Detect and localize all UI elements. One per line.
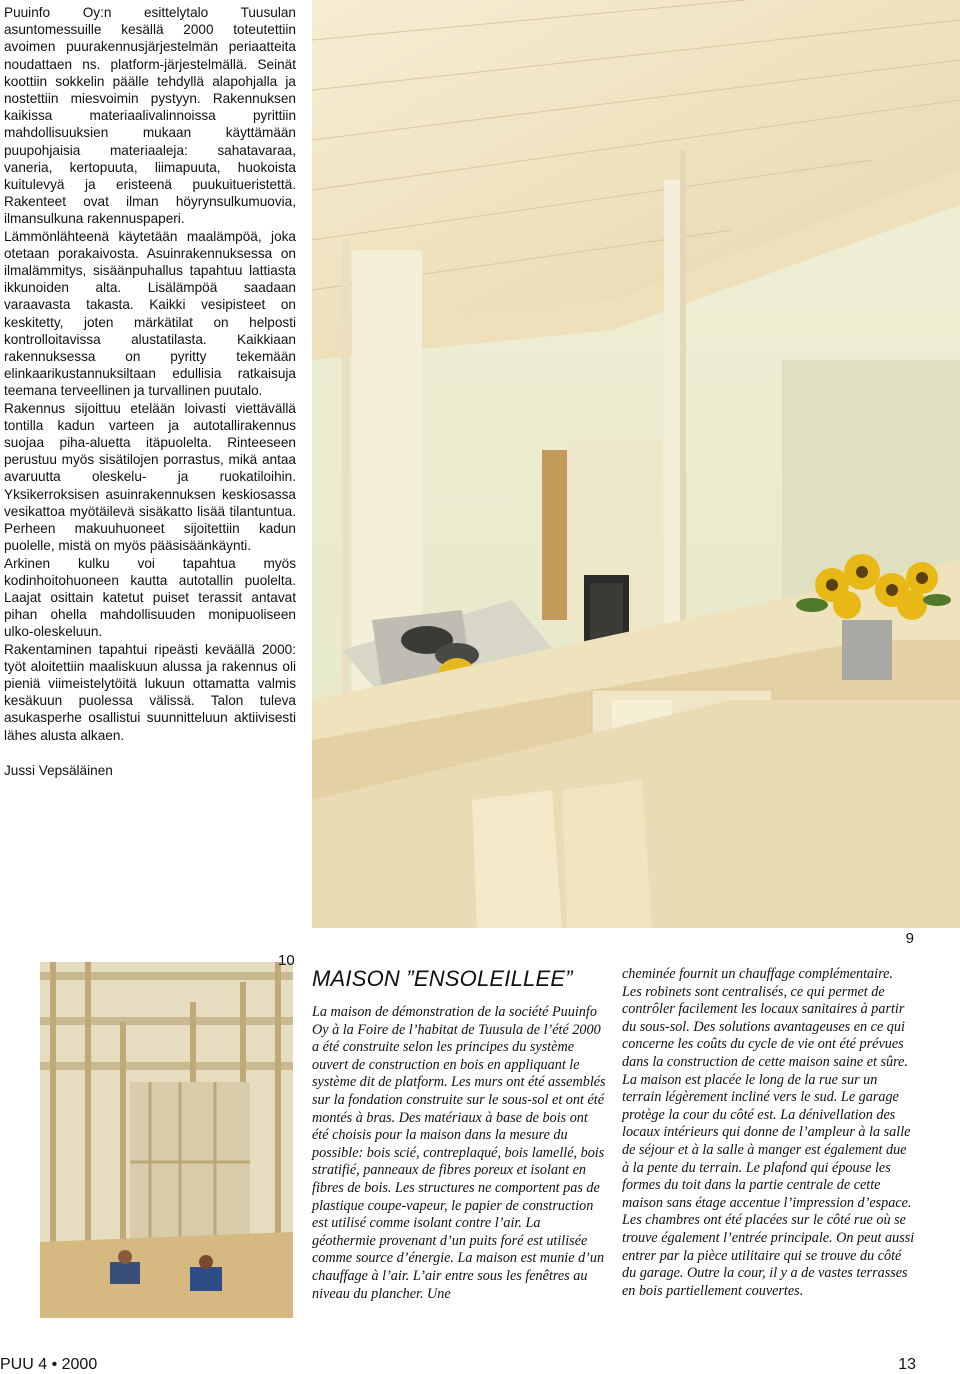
finnish-paragraph: Lämmönlähteenä käytetään maalämpöä, joka otetaan porakaivosta. Asuinrakennuksessa on ilmalämmitys, sisäänpuhallus tapahtuu lattiasta ikkunoiden alta. Lisälämpöä saadaan varaavasta takasta. Kaikki vesipisteet on keskitetty, joten märkätilat on helposti kontrolloitavissa alustatilasta. Kaikkiaan rakennuksessa on pyritty tekemään elinkaarikustannuksiltaan edullisia ratkaisuja teemana terveellinen ja turvallinen puutalo. [4,228,296,399]
french-column-left [312,1004,606,1303]
french-text: cheminée fournit un chauffage complémentaire. Les robinets sont centralisés, ce qui permet de contrôler facilement les locaux sanitaires à partir du sous-sol. Des solutions avantageuses en ce qui concerne les coûts du cycle de vie ont été prévues dans la construction de cette maison saine et sûre. La maison est placée le long de la rue sur un terrain légèrement incliné vers le sud. Le garage protège la cour du côté est. La dénivellation des locaux intérieurs qui donne de l’ampleur à la salle de séjour et à la salle à manger est également due à la pente du terrain. Le plafond qui épouse les formes du toit dans la partie centrale de cette maison sans étage accentue l’impression d’espace. Les chambres ont été placées sur le côté rue où se trouve également l’entrée principale. On peut aussi entrer par la pièce utilitaire qui se trouve du côté du garage. Outre la cour, il y a de vastes terrasses en bois partiellement couvertes. [622,966,915,1299]
page-number: 10 [278,952,295,969]
page-number: 13 [898,1356,916,1373]
french-column-right [622,966,916,1300]
interior-photo-drawing [312,0,960,928]
page-number: 9 [905,930,914,947]
interior-photo [312,0,960,928]
french-text: La maison de démonstration de la société Puuinfo Oy à la Foire de l’habitat de Tuusula de l’été 2000 a été construite selon les principes du système ouvert de construction en bois en appliquant le système dit de platform. Les murs ont été assemblés sur la fondation construite sur le sous-sol et ont été montés à bras. Des matériaux à base de bois ont été choisis pour la maison dans la mesure du possible: bois scié, contreplaqué, bois lamellé, bois stratifié, panneaux de fibres poreux et isolant en fibres de bois. Les structures ne comportent pas de plastique coupe-vapeur, le papier de construction est utilisé comme isolant contre l’air. La géothermie provenant d’un puits foré est utilisée comme source d’énergie. La maison est munie d’un chauffage à l’air. L’air entre sous les fenêtres au niveau du plancher. Une [312,1004,606,1302]
author-name: Jussi Vepsäläinen [4,762,113,778]
construction-photo [40,962,293,1318]
finnish-paragraph: Puuinfo Oy:n esittelytalo Tuusulan asuntomessuille kesällä 2000 toteutettiin avoimen puurakennusjärjestelmän periaatteita noudattaen ns. platform-järjestelmällä. Seinät koottiin sokkelin päälle tehdyllä alapohjalla ja nostettiin miesvoimin pystyyn. Rakennuksen kaikissa materiaalivalinnoissa pyrittiin mahdollisuuksien mukaan käyttämään puupohjaisia materiaaleja: sahatavaraa, vaneria, kertopuuta, liimapuuta, huokoista kuitulevyä ja eristeenä puukuitueristettä. Rakenteet ovat ilman höyrynsulkumuovia, ilmansulkuna rakennuspaperi. [4,5,296,227]
finnish-article [4,4,296,779]
finnish-paragraph: Rakennus sijoittuu etelään loivasti viettävällä tontilla kadun varteen ja autotallirakennus suojaa piha-aluetta itäpuolelta. Rinteeseen perustuu myös sisätilojen porrastus, mikä antaa avaruutta oleskelu- ja ruokatiloihin. Yksikerroksisen asuinrakennuksen keskiosassa vesikattoa myötäilevä sisäkatto lisää tilantuntua. Perheen makuuhuoneet sijoitettiin kadun puolelle, mistä on myös pääsisäänkäynti. [4,400,296,554]
french-title: MAISON ”ENSOLEILLEE” [312,966,573,991]
construction-photo-drawing [40,962,293,1318]
finnish-paragraph: Arkinen kulku voi tapahtua myös kodinhoitohuoneen kautta autotallin puolelta. Laajat osittain katetut puiset terassit antavat pihan ohella mahdollisuuden monipuoliseen ulko-oleskeluun. [4,555,296,640]
magazine-issue: PUU 4 • 2000 [0,1356,98,1373]
finnish-paragraph: Rakentaminen tapahtui ripeästi keväällä 2000: työt aloitettiin maaliskuun alussa ja rakennus oli pieniä viimeistelytöitä lukuun ottamatta valmis kesäkuun puolessa välissä. Talon tuleva asukasperhe osallistui suunnitteluun aktiivisesti lähes alusta alkaen. [4,641,296,743]
